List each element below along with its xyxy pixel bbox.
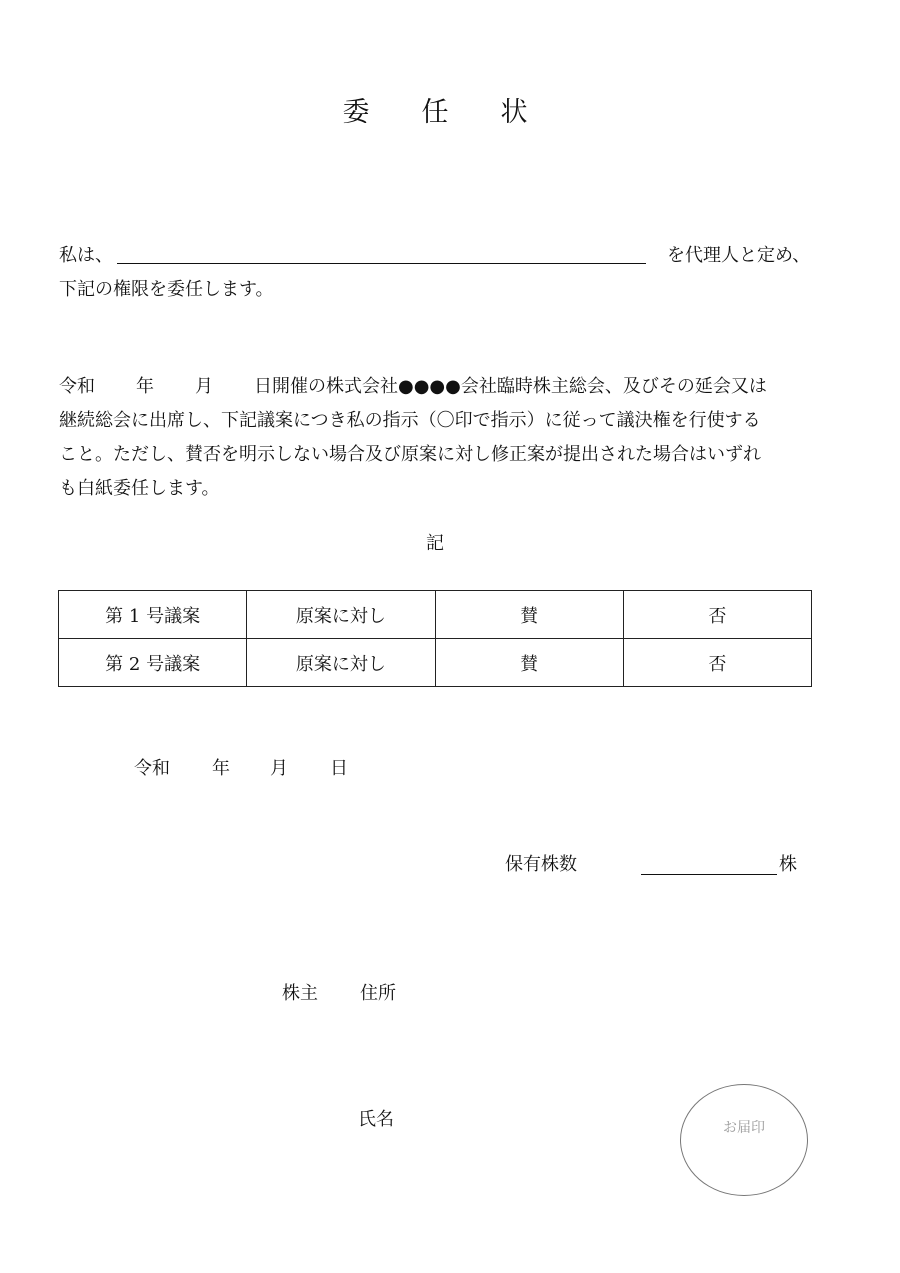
table-row <box>59 639 812 687</box>
month-label: 月 <box>195 376 213 397</box>
date-era: 令和 <box>134 758 170 779</box>
seal-circle[interactable] <box>680 1084 808 1196</box>
date-day: 日 <box>330 758 348 779</box>
voting-table <box>58 590 812 687</box>
paragraph-line-4: も白紙委任します。 <box>59 478 220 499</box>
date-year: 年 <box>212 758 230 779</box>
ki-heading: 記 <box>426 533 444 554</box>
name-label: 氏名 <box>358 1109 394 1130</box>
era-label: 令和 <box>59 376 95 397</box>
vote-for-cell[interactable]: 賛 <box>435 639 623 687</box>
vote-against-cell[interactable]: 否 <box>623 591 811 639</box>
shares-count-blank[interactable] <box>641 874 777 875</box>
proposal-cell: 第 1 号議案 <box>59 591 247 639</box>
agent-name-blank[interactable] <box>117 263 646 264</box>
vote-against-cell[interactable]: 否 <box>623 639 811 687</box>
meeting-paragraph <box>59 370 829 506</box>
paragraph-line-1 <box>59 370 829 404</box>
document-title <box>0 90 870 129</box>
shares-label: 保有株数 <box>505 854 577 875</box>
title-char: 委 <box>342 97 370 128</box>
address-label: 住所 <box>360 983 396 1004</box>
vote-for-cell[interactable]: 賛 <box>435 591 623 639</box>
paragraph-line-3: こと。ただし、賛否を明示しない場合及び原案に対し修正案が提出された場合はいずれ <box>59 444 761 465</box>
target-cell: 原案に対し <box>247 591 435 639</box>
target-cell: 原案に対し <box>247 639 435 687</box>
appointment-line2: 下記の権限を委任します。 <box>59 279 274 300</box>
proposal-cell: 第 2 号議案 <box>59 639 247 687</box>
appointment-prefix: 私は、 <box>59 245 113 266</box>
date-month: 月 <box>270 758 288 779</box>
paragraph-line-2: 継続総会に出席し、下記議案につき私の指示（〇印で指示）に従って議決権を行使する <box>59 410 761 431</box>
seal-label: お届印 <box>723 1120 765 1136</box>
year-label: 年 <box>136 376 154 397</box>
title-char: 任 <box>421 97 449 128</box>
shareholder-label: 株主 <box>282 983 318 1004</box>
appointment-suffix: を代理人と定め、 <box>667 245 811 266</box>
meeting-description: 日開催の株式会社●●●●会社臨時株主総会、及びその延会又は <box>254 376 767 397</box>
title-char: 状 <box>500 97 528 128</box>
shares-unit: 株 <box>779 854 797 875</box>
table-row <box>59 591 812 639</box>
